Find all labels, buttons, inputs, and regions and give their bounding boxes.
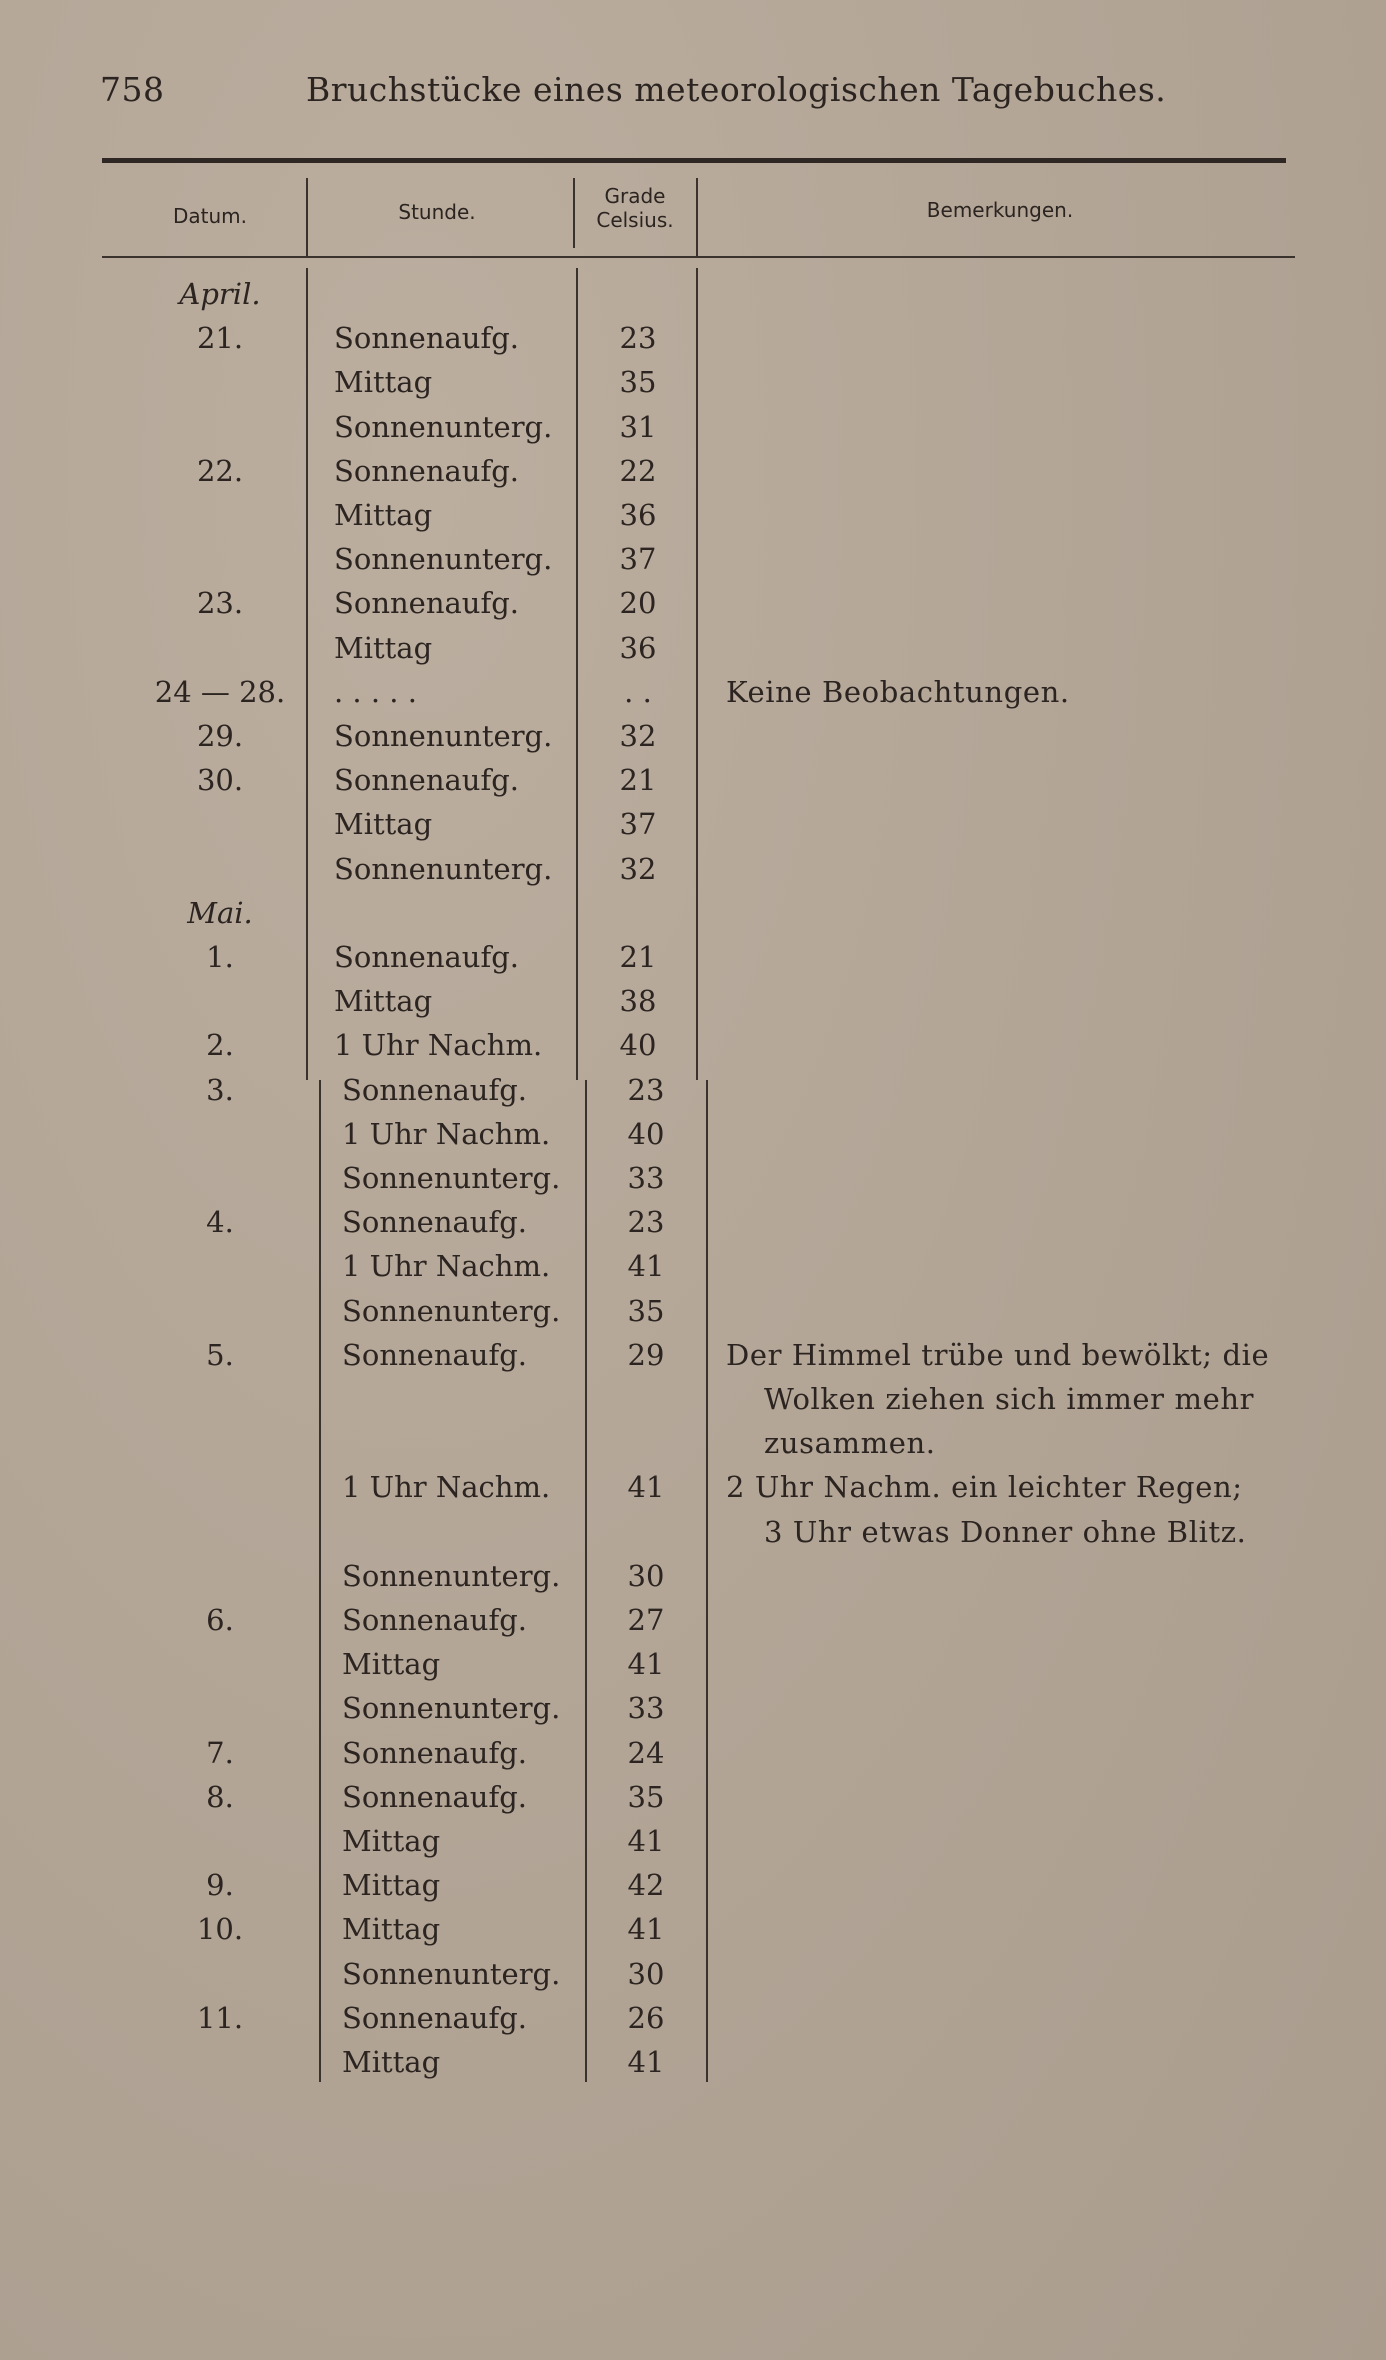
time-cell: 1 Uhr Nachm. [342, 1249, 551, 1283]
time-cell: Sonnenunterg. [334, 410, 553, 444]
time-cell: Sonnenunterg. [334, 542, 553, 576]
date-cell: 5. [206, 1338, 234, 1372]
temperature-cell: 41 [627, 1470, 665, 1504]
time-cell: 1 Uhr Nachm. [342, 1470, 551, 1504]
month-label: April. [179, 277, 261, 311]
time-cell: Mittag [334, 365, 433, 399]
date-cell: 22. [196, 454, 244, 488]
temperature-cell: 41 [627, 1647, 665, 1681]
temperature-cell: 35 [627, 1780, 665, 1814]
header-divider-3 [696, 178, 698, 256]
temperature-cell: 37 [619, 542, 657, 576]
column-header-grade-line2: Celsius. [596, 208, 674, 232]
time-cell: Mittag [342, 1647, 441, 1681]
date-cell: 8. [206, 1780, 234, 1814]
column-divider-3a [696, 268, 698, 1080]
time-cell: Mittag [342, 1912, 441, 1946]
remark-cell: zusammen. [764, 1426, 936, 1460]
temperature-cell: 32 [619, 852, 657, 886]
date-cell: 1. [206, 940, 234, 974]
date-cell: 29. [196, 719, 244, 753]
temperature-cell: 23 [627, 1205, 665, 1239]
date-cell: 21. [196, 321, 244, 355]
temperature-cell: 24 [627, 1736, 665, 1770]
column-divider-3b [706, 1080, 708, 2082]
remark-cell: Keine Beobachtungen. [726, 675, 1070, 709]
date-cell: 3. [206, 1073, 234, 1107]
time-cell: Sonnenunterg. [342, 1957, 561, 1991]
temperature-cell: 32 [619, 719, 657, 753]
temperature-cell: 27 [627, 1603, 665, 1637]
date-cell: 7. [206, 1736, 234, 1770]
time-cell: Sonnenaufg. [342, 1205, 528, 1239]
temperature-cell: 38 [619, 984, 657, 1018]
date-cell: 24 — 28. [154, 675, 286, 709]
temperature-cell: 33 [627, 1161, 665, 1195]
time-cell: Sonnenaufg. [342, 1736, 528, 1770]
remark-cell: Wolken ziehen sich immer mehr [764, 1382, 1255, 1416]
time-cell: Sonnenaufg. [334, 763, 520, 797]
temperature-cell: 33 [627, 1691, 665, 1725]
temperature-cell: 35 [619, 365, 657, 399]
time-cell: Mittag [334, 807, 433, 841]
time-cell: Mittag [334, 984, 433, 1018]
temperature-cell: 40 [627, 1117, 665, 1151]
time-cell: Sonnenaufg. [342, 1338, 528, 1372]
page-number: 758 [100, 70, 165, 109]
column-divider-2a [576, 268, 578, 1080]
time-cell: Mittag [334, 498, 433, 532]
temperature-cell: 31 [619, 410, 657, 444]
date-cell: 23. [196, 586, 244, 620]
temperature-cell: 29 [627, 1338, 665, 1372]
header-divider-1 [306, 178, 308, 256]
temperature-cell: 22 [619, 454, 657, 488]
header-divider-2 [573, 178, 575, 248]
column-header-grade [580, 184, 690, 232]
time-cell: 1 Uhr Nachm. [342, 1117, 551, 1151]
temperature-cell: 41 [627, 2045, 665, 2079]
date-cell: 6. [206, 1603, 234, 1637]
column-divider-2b [585, 1080, 587, 2082]
time-cell: 1 Uhr Nachm. [334, 1028, 543, 1062]
time-cell: Sonnenunterg. [334, 719, 553, 753]
date-cell: 30. [196, 763, 244, 797]
date-cell: 4. [206, 1205, 234, 1239]
date-cell: 9. [206, 1868, 234, 1902]
column-header-stunde: Stunde. [398, 200, 476, 224]
date-cell: 11. [196, 2001, 244, 2035]
time-cell: Mittag [342, 1868, 441, 1902]
temperature-cell: 20 [619, 586, 657, 620]
time-cell: Sonnenunterg. [342, 1559, 561, 1593]
month-label: Mai. [187, 896, 253, 930]
date-cell: 10. [196, 1912, 244, 1946]
time-cell: Mittag [334, 631, 433, 665]
temperature-cell: . . [624, 675, 652, 709]
remark-cell: 2 Uhr Nachm. ein leichter Regen; [726, 1470, 1243, 1504]
time-cell: Sonnenaufg. [334, 454, 520, 488]
time-cell: Sonnenunterg. [342, 1161, 561, 1195]
temperature-cell: 40 [619, 1028, 657, 1062]
time-cell: Sonnenaufg. [342, 1603, 528, 1637]
time-cell: Sonnenunterg. [334, 852, 553, 886]
temperature-cell: 30 [627, 1957, 665, 1991]
time-cell: Sonnenunterg. [342, 1294, 561, 1328]
date-cell: 2. [206, 1028, 234, 1062]
temperature-cell: 30 [627, 1559, 665, 1593]
temperature-cell: 36 [619, 631, 657, 665]
time-cell: . . . . . [334, 675, 417, 709]
temperature-cell: 21 [619, 940, 657, 974]
time-cell: Sonnenaufg. [334, 586, 520, 620]
temperature-cell: 41 [627, 1912, 665, 1946]
time-cell: Mittag [342, 1824, 441, 1858]
time-cell: Sonnenunterg. [342, 1691, 561, 1725]
time-cell: Sonnenaufg. [342, 2001, 528, 2035]
temperature-cell: 35 [627, 1294, 665, 1328]
temperature-cell: 37 [619, 807, 657, 841]
time-cell: Sonnenaufg. [334, 321, 520, 355]
remark-cell: Der Himmel trübe und bewölkt; die [726, 1338, 1270, 1372]
column-header-grade-line1: Grade [604, 184, 666, 208]
temperature-cell: 23 [619, 321, 657, 355]
time-cell: Sonnenaufg. [342, 1073, 528, 1107]
column-header-bemerkungen: Bemerkungen. [926, 198, 1074, 222]
remark-cell: 3 Uhr etwas Donner ohne Blitz. [764, 1515, 1247, 1549]
temperature-cell: 41 [627, 1824, 665, 1858]
column-header-datum: Datum. [172, 204, 247, 228]
time-cell: Mittag [342, 2045, 441, 2079]
temperature-cell: 42 [627, 1868, 665, 1902]
temperature-cell: 41 [627, 1249, 665, 1283]
time-cell: Sonnenaufg. [334, 940, 520, 974]
header-bottom-rule [102, 256, 1295, 258]
time-cell: Sonnenaufg. [342, 1780, 528, 1814]
running-title: Bruchstücke eines meteorologischen Tagebuches. [306, 70, 1167, 109]
temperature-cell: 26 [627, 2001, 665, 2035]
temperature-cell: 23 [627, 1073, 665, 1107]
temperature-cell: 21 [619, 763, 657, 797]
table-top-rule [102, 158, 1286, 163]
temperature-cell: 36 [619, 498, 657, 532]
